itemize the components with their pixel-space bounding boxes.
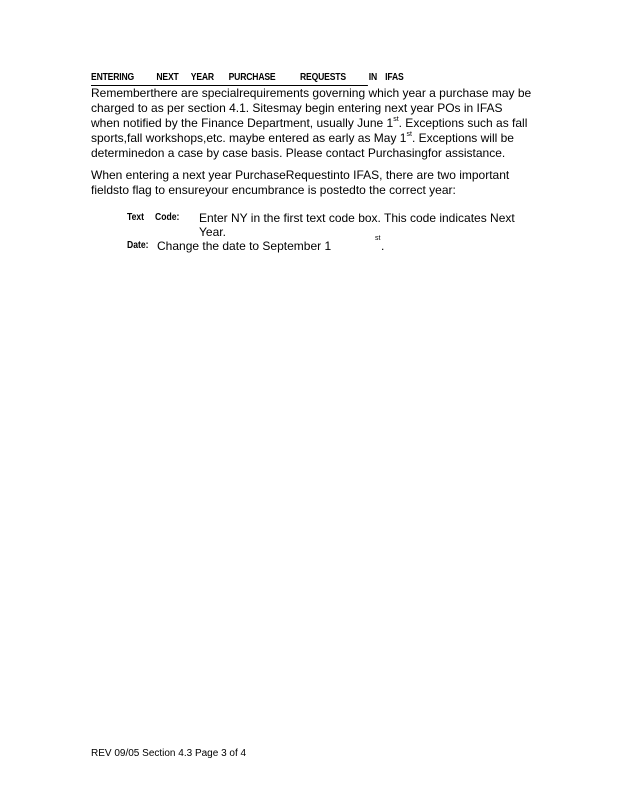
code-label: Code: bbox=[155, 212, 180, 223]
heading-word: IFAS bbox=[385, 72, 404, 83]
heading-word: YEAR bbox=[190, 72, 214, 83]
paragraph-line: Rememberthere are specialrequirements governing which year a purchase may be bbox=[91, 86, 532, 100]
paragraph-line: determinedon a case by case basis. Please contact Purchasingfor assistance. bbox=[91, 146, 506, 160]
paragraph-line: sports,fall workshops,etc. maybe entered as early as May 1st. Exceptions will be bbox=[91, 131, 514, 145]
paragraph-line: when notified by the Finance Department, usually June 1st. Exceptions such as fall bbox=[91, 116, 528, 130]
paragraph-line: charged to as per section 4.1. Sitesmay begin entering next year POs in IFAS bbox=[91, 101, 503, 115]
paragraph-line: When entering a next year PurchaseRequestinto IFAS, there are two important bbox=[91, 168, 510, 182]
text-label: Text bbox=[127, 212, 145, 223]
section-heading bbox=[91, 72, 404, 86]
date-label: Date: bbox=[127, 240, 149, 251]
paragraph-requirements bbox=[91, 86, 551, 161]
heading-word: NEXT bbox=[156, 72, 179, 83]
date-superscript: st bbox=[375, 235, 381, 242]
heading-word: PURCHASE bbox=[228, 72, 276, 83]
heading-word: REQUESTS bbox=[299, 72, 346, 83]
heading-word: IN bbox=[368, 72, 378, 83]
page-footer: REV 09/05 Section 4.3 Page 3 of 4 bbox=[91, 748, 247, 759]
paragraph-line: fieldsto flag to ensureyour encumbrance is postedto the correct year: bbox=[91, 183, 456, 197]
heading-word: ENTERING bbox=[91, 72, 135, 83]
date-period: . bbox=[381, 239, 385, 253]
paragraph-instructions bbox=[91, 168, 551, 198]
code-instruction: Enter NY in the first text code box. This code indicates Next Year. bbox=[199, 211, 515, 239]
date-instruction: Change the date to September 1 bbox=[157, 239, 332, 253]
